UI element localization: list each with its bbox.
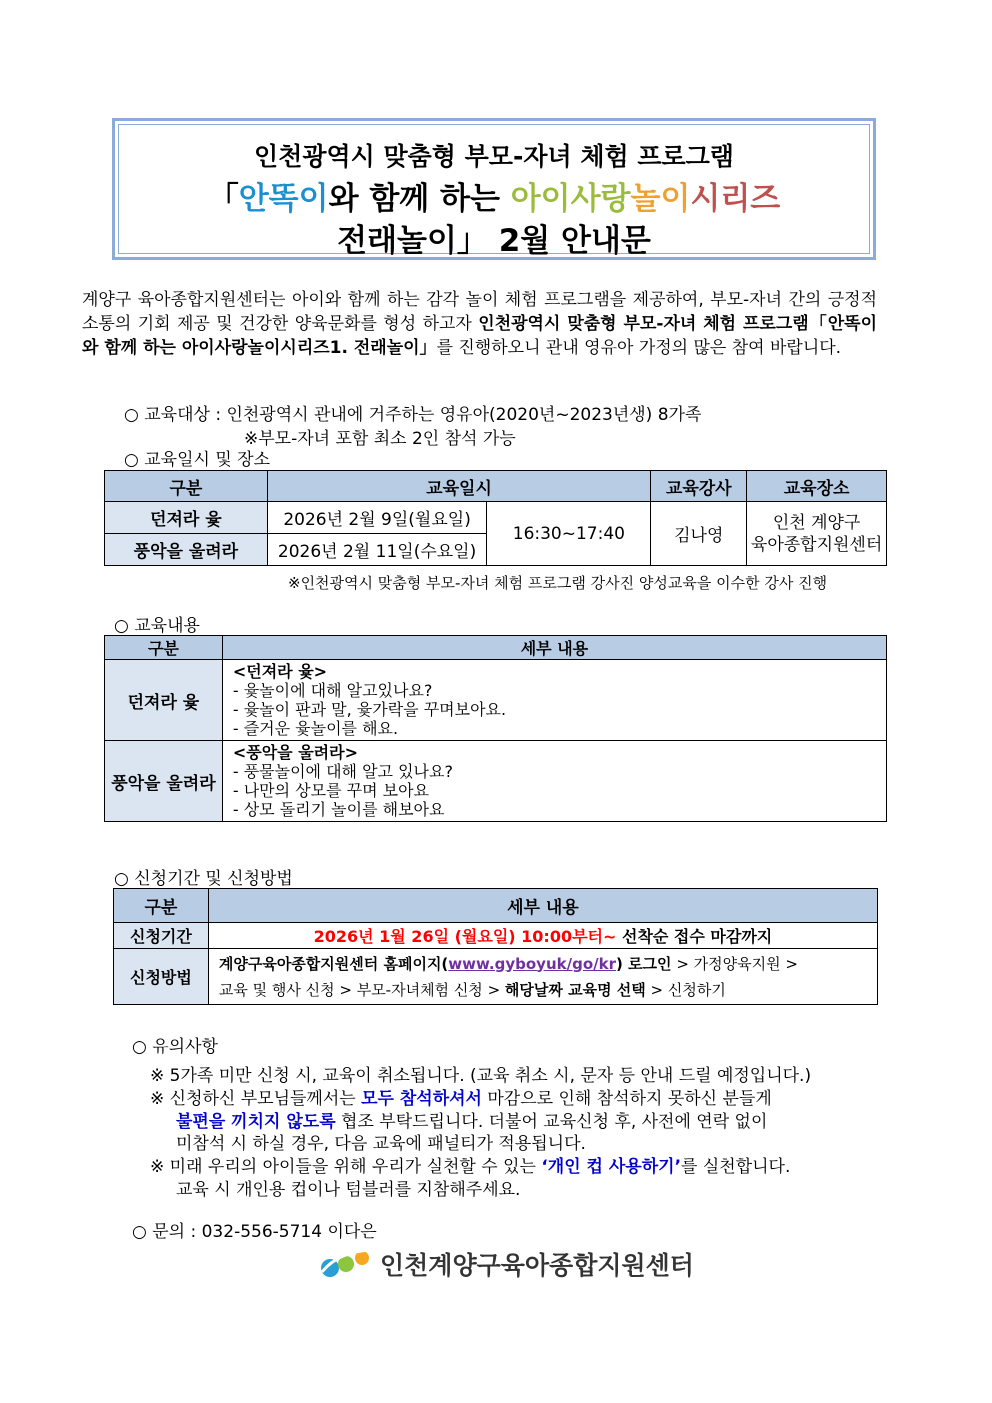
title-series: 시리즈 <box>690 181 781 217</box>
title-bracket: 「 <box>207 181 239 217</box>
intro-bold: 인천광역시 맞춤형 부모-자녀 체험 프로그램「안똑이와 함께 하는 아이사랑놀이시리즈1. 전래놀이」 <box>82 314 878 358</box>
schedule-table <box>104 470 887 566</box>
title-andoki: 안똑이 <box>238 181 329 217</box>
apply-heading: ○ 신청기간 및 신청방법 <box>114 869 293 889</box>
content-row2-item: - 상모 돌리기 놀이를 해보아요 <box>232 800 445 819</box>
intro-paragraph <box>82 288 877 360</box>
method-center: 계양구육아종합지원센터 홈페이지( <box>218 954 449 973</box>
apply-method <box>208 949 877 1005</box>
schedule-time: 16:30~17:40 <box>487 502 651 566</box>
intro-end: 를 진행하오니 관내 영유아 가정의 많은 참여 바랍니다. <box>436 338 842 358</box>
method-select: 해당날짜 교육명 선택 <box>504 980 646 999</box>
notice-3-line2: 교육 시 개인용 컵이나 텀블러를 지참해주세요. <box>176 1180 521 1200</box>
content-row2-detail <box>222 741 886 822</box>
title-line3: 전래놀이」 2월 안내문 <box>337 223 651 259</box>
content-heading: ○ 교육내용 <box>114 616 200 636</box>
apply-header-category: 구분 <box>114 889 209 923</box>
content-row1-item: - 윷놀이 판과 말, 윷가락을 꾸며보아요. <box>232 700 507 719</box>
notice-3c: 를 실천합니다. <box>681 1157 791 1177</box>
schedule-row2-name: 풍악을 울려라 <box>105 534 268 566</box>
notice-heading: ○ 유의사항 <box>132 1037 218 1057</box>
schedule-place <box>747 502 887 566</box>
content-row2-item: - 풍물놀이에 대해 알고 있나요? <box>232 762 453 781</box>
title-box <box>112 118 876 260</box>
title-nori: 놀이 <box>630 181 691 217</box>
content-header-category: 구분 <box>105 636 223 660</box>
notice-2-line3: 미참석 시 하실 경우, 다음 교육에 패널티가 적용됩니다. <box>176 1134 586 1154</box>
target-line2: ※부모-자녀 포함 최소 2인 참석 가능 <box>244 429 516 449</box>
apply-header-detail: 세부 내용 <box>208 889 877 923</box>
schedule-row1-name: 던져라 윷 <box>105 502 268 534</box>
target-line1: ○ 교육대상 : 인천광역시 관내에 거주하는 영유아(2020년~2023년생) 8가족 <box>124 405 702 425</box>
homepage-link[interactable]: www.gyboyuk/go/kr <box>448 954 616 973</box>
apply-period <box>208 923 877 949</box>
content-row1-detail <box>222 660 886 741</box>
content-row2-name: 풍악을 울려라 <box>105 741 223 822</box>
content-header-detail: 세부 내용 <box>222 636 886 660</box>
content-row2-title: <풍악을 울려라> <box>232 743 358 762</box>
notice-2e: 협조 부탁드립니다. 더불어 교육신청 후, 사전에 연락 없이 <box>335 1112 768 1132</box>
intro-text: 계양구 육아종합지원센터는 아이와 함께 하는 감각 놀이 체험 프로그램을 제공하여, 부모-자녀 간의 긍정적 소통의 기회 제공 및 건강한 양육문화를 형성 하고자 <box>82 290 877 334</box>
method-step3: > 신청하기 <box>645 980 726 999</box>
apply-method-label: 신청방법 <box>114 949 209 1005</box>
notice-2 <box>150 1084 772 1109</box>
place-line2: 육아종합지원센터 <box>750 534 883 555</box>
contact: ○ 문의 : 032-556-5714 이다은 <box>132 1222 377 1242</box>
content-row1-item: - 즐거운 윷놀이를 해요. <box>232 719 399 738</box>
title-sarang: 사랑 <box>570 181 631 217</box>
notice-2-emph: 모두 참석하셔서 <box>361 1089 482 1109</box>
content-table <box>104 635 887 822</box>
schedule-heading: ○ 교육일시 및 장소 <box>124 450 270 470</box>
schedule-header-datetime: 교육일시 <box>267 471 651 502</box>
content-row1-item: - 윷놀이에 대해 알고있나요? <box>232 681 433 700</box>
apply-period-date: 2026년 1월 26일 (월요일) 10:00부터~ <box>313 927 617 946</box>
notice-2-emph2: 불편을 끼치지 않도록 <box>176 1112 336 1132</box>
content-row1-name: 던져라 윷 <box>105 660 223 741</box>
notice-2c: 마감으로 인해 참석하지 못하신 분들게 <box>481 1089 772 1109</box>
notice-3 <box>150 1152 790 1177</box>
notice-3-emph: ‘개인 컵 사용하기’ <box>541 1157 682 1177</box>
schedule-row1-date: 2026년 2월 9일(월요일) <box>267 502 487 534</box>
method-step2: 교육 및 행사 신청 > 부모-자녀체험 신청 > <box>218 980 505 999</box>
method-login: ) 로그인 <box>615 954 672 973</box>
schedule-note: ※인천광역시 맞춤형 부모-자녀 체험 프로그램 강사진 양성교육을 이수한 강사 진행 <box>288 574 828 592</box>
title-ai: 아이 <box>510 181 571 217</box>
notice-1: ※ 5가족 미만 신청 시, 교육이 취소됩니다. (교육 취소 시, 문자 등 안내 드릴 예정입니다.) <box>150 1066 812 1086</box>
content-row1-title: <던져라 윷> <box>232 662 328 681</box>
method-step1: > 가정양육지원 > <box>671 954 798 973</box>
place-line1: 인천 계양구 <box>772 512 861 533</box>
schedule-header-place: 교육장소 <box>747 471 887 502</box>
notice-3a: ※ 미래 우리의 아이들을 위해 우리가 실천할 수 있는 <box>150 1157 542 1177</box>
content-row2-item: - 나만의 상모를 꾸며 보아요 <box>232 781 429 800</box>
schedule-row2-date: 2026년 2월 11일(수요일) <box>267 534 487 566</box>
schedule-header-teacher: 교육강사 <box>651 471 747 502</box>
title-line2 <box>115 173 873 218</box>
apply-period-until: 선착순 접수 마감까지 <box>616 927 773 946</box>
logo-icon <box>318 1242 378 1282</box>
title-line1: 인천광역시 맞춤형 부모-자녀 체험 프로그램 <box>254 142 734 171</box>
schedule-teacher: 김나영 <box>651 502 747 566</box>
title-with: 와 함께 하는 <box>328 181 511 217</box>
apply-method-line2 <box>219 977 877 1003</box>
schedule-header-category: 구분 <box>105 471 268 502</box>
notice-2a: ※ 신청하신 부모님들께서는 <box>150 1089 362 1109</box>
center-logo <box>318 1242 694 1282</box>
apply-period-label: 신청기간 <box>114 923 209 949</box>
logo-text: 인천계양구육아종합지원센터 <box>380 1251 694 1280</box>
apply-method-line1 <box>219 951 877 977</box>
apply-table <box>113 888 878 1005</box>
